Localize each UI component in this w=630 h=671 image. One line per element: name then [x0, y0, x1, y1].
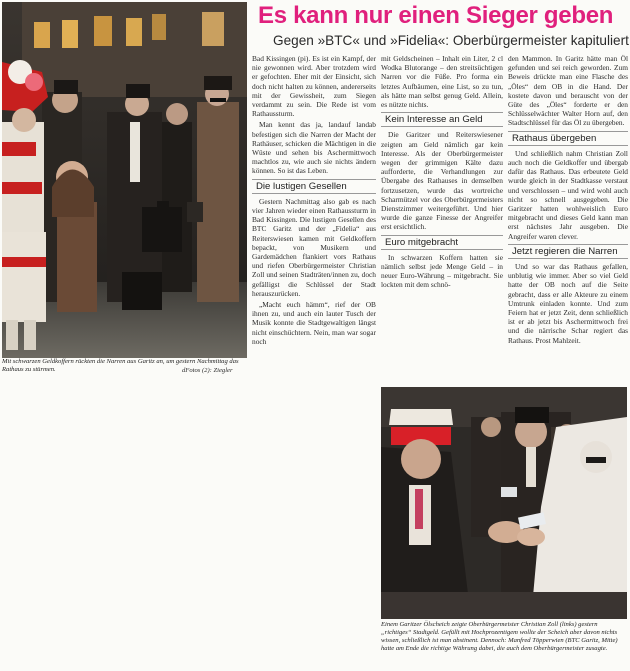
photo1-caption: Mit schwarzen Geldkoffern rückten die Narren aus Garitz an, um gestern Nachmittag das Rathaus zu stürmen. — [2, 358, 239, 373]
kicker: Gegen »BTC« und »Fidelia«: Oberbürgermeister kapituliert — [273, 33, 629, 48]
col2-paragraph-1: mit Geldscheinen – Inhalt ein Liter, 2 cl Wodka Blutorange – den streitsüchtigen Narren vor die Füße. Pro forma ein letztes Aufbäumen, eine List, so zu tun, als hätte man selbst genug Geld. Allein, es nützte nichts. — [381, 54, 503, 110]
oil-sheikh-photo — [381, 387, 627, 619]
col3-paragraph-2: Und schließlich nahm Christian Zoll auch noch die Geldkoffer und übergab dafür das Rathaus. Das erbeutete Geld wurde gleich in der Stadtkasse verstaut und verschlossen – und wird wohl auch nicht so schnell ausgegeben. Die Garitzer hatten wohlweislich Euro mitgebracht und dieses Geld kann man erst nächstes Jahr ausgeben. Die Angreifer waren clever. — [508, 148, 628, 241]
carnival-photo-town-hall — [2, 2, 247, 358]
col2-paragraph-3: In schwarzen Koffern hatten sie nämlich selbst jede Menge Geld – in neuer Euro-Währung – mitgebracht. Sie lockten mit dem schnö- — [381, 252, 503, 290]
col1-paragraph-3: Gestern Nachmittag also gab es nach vier Jahren wieder einen Rathaussturm in Bad Kissingen. Die lustigen Gesellen des BTC Garitz und der „Fidelia“ aus Reiterswiesen kamen mit Geldkoffern bepackt, von Musikern und Gardemädchen flankiert vors Rathaus und riefen Oberbürgermeister Christian Zoll und seinen Stadträten/innen zu, doch gefälligst die Schlüssel der Stadt herauszurücken. — [252, 196, 376, 298]
article-column-3 — [508, 54, 628, 347]
col3-paragraph-3: Und so war das Rathaus gefallen, unblutig wie immer. Aber so viel Geld hatte der OB noch auf die Seite gebracht, dass er alle Akteure zu einem Umtrunk einladen konnte. Und zum Feiern hat er jetzt Zeit, denn schließlich ist er ab jetzt bis Aschermittwoch frei und die närrische Schar regiert das Rathaus. Prost Mahlzeit. — [508, 262, 628, 345]
col1-paragraph-2: Man kennt das ja, landauf landab befestigen sich die Narren der Macht der Rathäuser, schicken die Mächtigen in die Wüste und sehen bis Aschermittwoch machtlos zu, wie auch sie nichts ändern können. So ist das Leben. — [252, 120, 376, 176]
headline: Es kann nur einen Sieger geben — [258, 2, 614, 29]
col1-paragraph-4: „Macht euch hämm“, rief der OB ihnen zu, und auch ein lauter Tusch der Musik konnte die Stadtgewaltigen längst nicht einschüchtern. Nein, man war sogar noch — [252, 300, 376, 346]
col2-paragraph-2: Die Garitzer und Reiterswiesener zeigten am Geld nämlich gar kein Interesse. Als der Oberbürgermeister wegen der grimmigen Kälte dazu aufforderte, die Verhandlungen zur Übergabe des Rathauses in demselben fortzusetzen, wurde das wortreiche Scharmützel vor des Oberbürgermeisters Dienstzimmer weitergeführt. Und hier wurde die ganze Finesse der Angreifer erst ersichtlich. — [381, 130, 503, 232]
article-column-2 — [381, 54, 503, 292]
photo1-credit: dFotos (2): Ziegler — [182, 367, 233, 374]
col3-paragraph-1: den Mammon. In Garitz hätte man Öl gefunden und sei reich geworden. Zum Beweis drückte man eine Flasche des „Öles“ dem OB in die Hand. Der kostete davon und berauscht von der Güte des „Öles“ forderte er den Schlüsselwächter Walter Horn auf, den Stadtschlüssel für das Öl zu übergeben. — [508, 54, 628, 128]
photo2-caption: Einem Garitzer Ölscheich zeigte Oberbürgermeister Christian Zoll (links) gestern „richtiges“ Stadtgeld. Gefüllt mit Hochprozentigem wollte der Scheich aber davon nichts wissen, schließlich ist man abstinent. Dennoch: Manfred Töpperwien (BTC Garitz, Mitte) hatte am Ende die richtige Währung dabei, die auch dem Oberbürgermeister zusagte. — [381, 621, 618, 652]
article-column-1 — [252, 54, 376, 348]
subheading-kein-interesse: Kein Interesse an Geld — [381, 112, 503, 127]
subheading-lustige-gesellen: Die lustigen Gesellen — [252, 179, 376, 194]
subheading-jetzt-regieren: Jetzt regieren die Narren — [508, 244, 628, 259]
col1-paragraph-1: Bad Kissingen (pi). Es ist ein Kampf, der nie gewonnen wird. Aber trotzdem wird er gefochten. Eher mit der Einsicht, sich doch nicht halten zu können, andererseits mit der Gewissheit, zum Siegen verdammt zu sein. Die Rede ist vom Rathaussturm. — [252, 54, 376, 119]
subheading-rathaus-uebergeben: Rathaus übergeben — [508, 131, 628, 146]
subheading-euro-mitgebracht: Euro mitgebracht — [381, 235, 503, 250]
